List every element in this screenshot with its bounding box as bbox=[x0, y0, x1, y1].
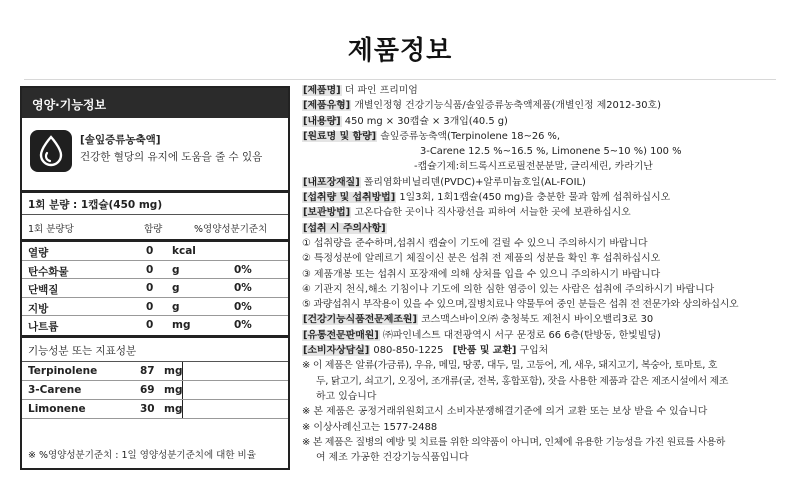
consumer-phone: 080-850-1225 bbox=[373, 345, 444, 357]
nutrient-pct: 0% bbox=[234, 300, 252, 313]
caution-item: ④ 기관지 천식,해소 기침이나 기도에 의한 심한 염증이 있는 사람은 섭취에 주의하시기 바랍니다 bbox=[302, 283, 715, 295]
table-row bbox=[22, 316, 288, 335]
consumer-label: [소비자상담실] bbox=[303, 345, 370, 357]
product-name: 더 파인 프리미엄 bbox=[344, 85, 418, 96]
caution-item: ③ 제품개봉 또는 섭취시 포장재에 의해 상처를 입을 수 있으니 주의하시기 바랍니다 bbox=[302, 268, 661, 280]
packaging-label: [내포장재질] bbox=[303, 176, 360, 188]
caution-item: ① 섭취량을 준수하며,섭취시 캡슐이 기도에 걸릴 수 있으니 주의하시기 바랍니다 bbox=[302, 237, 648, 249]
nutrient-value: 0 bbox=[146, 300, 154, 313]
indicator-divider bbox=[182, 381, 183, 399]
serving-size: 1회 분량 : 1캡슐(450 mg) bbox=[28, 199, 163, 211]
indicator-title: 기능성분 또는 지표성분 bbox=[28, 344, 137, 357]
header-per-serving: 1회 분량당 bbox=[28, 224, 74, 235]
function-description: 건강한 혈당의 유지에 도움을 줄 수 있음 bbox=[80, 151, 263, 163]
manufacturer-label: [건강기능식품전문제조원] bbox=[303, 314, 417, 326]
seller-label: [유통전문판매원] bbox=[303, 329, 379, 341]
indicator-divider bbox=[182, 362, 183, 380]
note-line: ※ 본 제품은 질병의 예방 및 치료를 위한 의약품이 아니며, 인체에 유용한 기능성을 가진 원료를 사용하 bbox=[302, 436, 725, 448]
volume: 450 mg × 30캡슐 × 3개입(40.5 g) bbox=[344, 115, 508, 127]
nutrient-unit: kcal bbox=[172, 245, 196, 257]
indicator-name: 3-Carene bbox=[28, 383, 82, 396]
indicator-row bbox=[22, 362, 288, 381]
storage-label: [보관방법] bbox=[303, 207, 351, 219]
packaging: 폴리염화비닐리덴(PVDC)+알루미늄호일(AL-FOIL) bbox=[363, 176, 586, 188]
nutrition-panel bbox=[20, 86, 290, 470]
indicator-unit: mg bbox=[164, 364, 183, 377]
refund: 구입처 bbox=[519, 345, 549, 357]
table-row bbox=[22, 279, 288, 298]
nutrient-unit: g bbox=[172, 263, 180, 276]
indicator-row bbox=[22, 400, 288, 419]
nutrient-pct: 0% bbox=[234, 263, 252, 276]
note-line: ※ 이상사례신고는 1577-2488 bbox=[302, 421, 438, 433]
function-title: [솔잎증류농축액] bbox=[80, 134, 161, 146]
nutrient-name: 탄수화물 bbox=[28, 265, 69, 278]
table-row bbox=[22, 298, 288, 317]
nutrient-name: 지방 bbox=[28, 302, 49, 315]
indicator-value: 30 bbox=[140, 402, 155, 415]
intake-label: [섭취량 및 섭취방법] bbox=[303, 192, 396, 204]
ingredients-line-2: 3-Carene 12.5 %~16.5 %, Limonene 5~10 %) 100 % bbox=[420, 146, 682, 158]
manufacturer: 코스맥스바이오㈜ 충청북도 제천시 바이오밸리3로 30 bbox=[421, 314, 654, 326]
note-line: ※ 본 제품은 공정거래위원회고시 소비자분쟁해결기준에 의거 교환 또는 보상 받을 수 있습니다 bbox=[302, 406, 708, 418]
note-line: 여 제조 가공한 건강기능식품입니다 bbox=[316, 452, 469, 464]
table-row bbox=[22, 242, 288, 261]
storage: 고온다습한 곳이나 직사광선을 피하여 서늘한 곳에 보관하십시오 bbox=[354, 207, 631, 219]
nutrient-name: 나트륨 bbox=[28, 321, 59, 333]
nutrient-value: 0 bbox=[146, 319, 154, 331]
nutrient-name: 열량 bbox=[28, 247, 49, 259]
indicator-row bbox=[22, 381, 288, 400]
nutrition-footnote: ※ %영양성분기준치 : 1일 영양성분기준치에 대한 비율 bbox=[28, 450, 256, 461]
intake: 1일3회, 1회1캡슐(450 mg)을 충분한 물과 함께 섭취하십시오 bbox=[399, 192, 671, 204]
indicator-unit: mg bbox=[164, 402, 183, 415]
note-line: ※ 이 제품은 알류(가금류), 우유, 메밀, 땅콩, 대두, 밀, 고등어, 게, 새우, 돼지고기, 복숭아, 토마토, 호 bbox=[302, 360, 718, 372]
note-line: 하고 있습니다 bbox=[316, 390, 377, 402]
ingredients-line-1: 솔잎증류농축액(Terpinolene 18~26 %, bbox=[380, 130, 561, 142]
refund-label: [반품 및 교환] bbox=[452, 345, 517, 357]
note-line: 두, 닭고기, 쇠고기, 오징어, 조개류(굴, 전복, 홍합포함), 잣을 사용한 제품과 같은 제조시설에서 제조 bbox=[316, 375, 729, 387]
page-title: 제품정보 bbox=[347, 36, 453, 66]
product-name-label: [제품명] bbox=[303, 85, 341, 96]
nutrition-table-header bbox=[22, 215, 288, 239]
caution-item: ⑤ 과량섭취시 부작용이 있을 수 있으며,질병치료나 약물투여 중인 분들은 섭취 전 전문가와 상의하십시오 bbox=[302, 299, 739, 311]
ingredients-line-3: -캡슐기제:히드록시프로필전분분말, 글리세린, 카라기난 bbox=[414, 161, 653, 173]
nutrient-pct: 0% bbox=[234, 319, 252, 331]
header-amount: 함량 bbox=[144, 224, 163, 235]
indicator-name: Terpinolene bbox=[28, 364, 98, 377]
volume-label: [내용량] bbox=[303, 115, 341, 127]
nutrient-value: 0 bbox=[146, 245, 154, 257]
seller: ㈜파인네스트 대전광역시 서구 문정로 66 6층(탄방동, 한빛빌딩) bbox=[382, 329, 661, 341]
nutrient-unit: g bbox=[172, 282, 180, 294]
nutrient-value: 0 bbox=[146, 263, 154, 276]
header-pct: %영양성분기준치 bbox=[194, 224, 268, 235]
nutrient-unit: g bbox=[172, 300, 180, 313]
indicator-unit: mg bbox=[164, 383, 183, 396]
nutrient-value: 0 bbox=[146, 282, 154, 294]
nutrient-unit: mg bbox=[172, 319, 191, 331]
title-divider bbox=[24, 79, 776, 80]
caution-item: ② 특정성분에 알레르기 체질이신 분은 섭취 전 제품의 성분을 확인 후 섭취하십시오 bbox=[302, 253, 661, 265]
function-box bbox=[22, 118, 288, 190]
ingredients-label: [원료명 및 함량] bbox=[303, 130, 377, 142]
product-type: 개별인정형 건강기능식품/솔잎증류농축액제품(개별인정 제2012-30호) bbox=[354, 100, 661, 112]
table-row bbox=[22, 261, 288, 280]
drop-icon bbox=[30, 130, 72, 172]
indicator-divider bbox=[182, 400, 183, 418]
product-info bbox=[302, 83, 792, 475]
caution-label: [섭취 시 주의사항] bbox=[303, 222, 386, 234]
nutrient-pct: 0% bbox=[234, 282, 252, 294]
nutrient-name: 단백질 bbox=[28, 284, 59, 296]
product-type-label: [제품유형] bbox=[303, 100, 351, 112]
nutrition-header: 영양·기능정보 bbox=[22, 88, 288, 118]
indicator-value: 87 bbox=[140, 364, 155, 377]
indicator-value: 69 bbox=[140, 383, 155, 396]
indicator-name: Limonene bbox=[28, 402, 86, 415]
